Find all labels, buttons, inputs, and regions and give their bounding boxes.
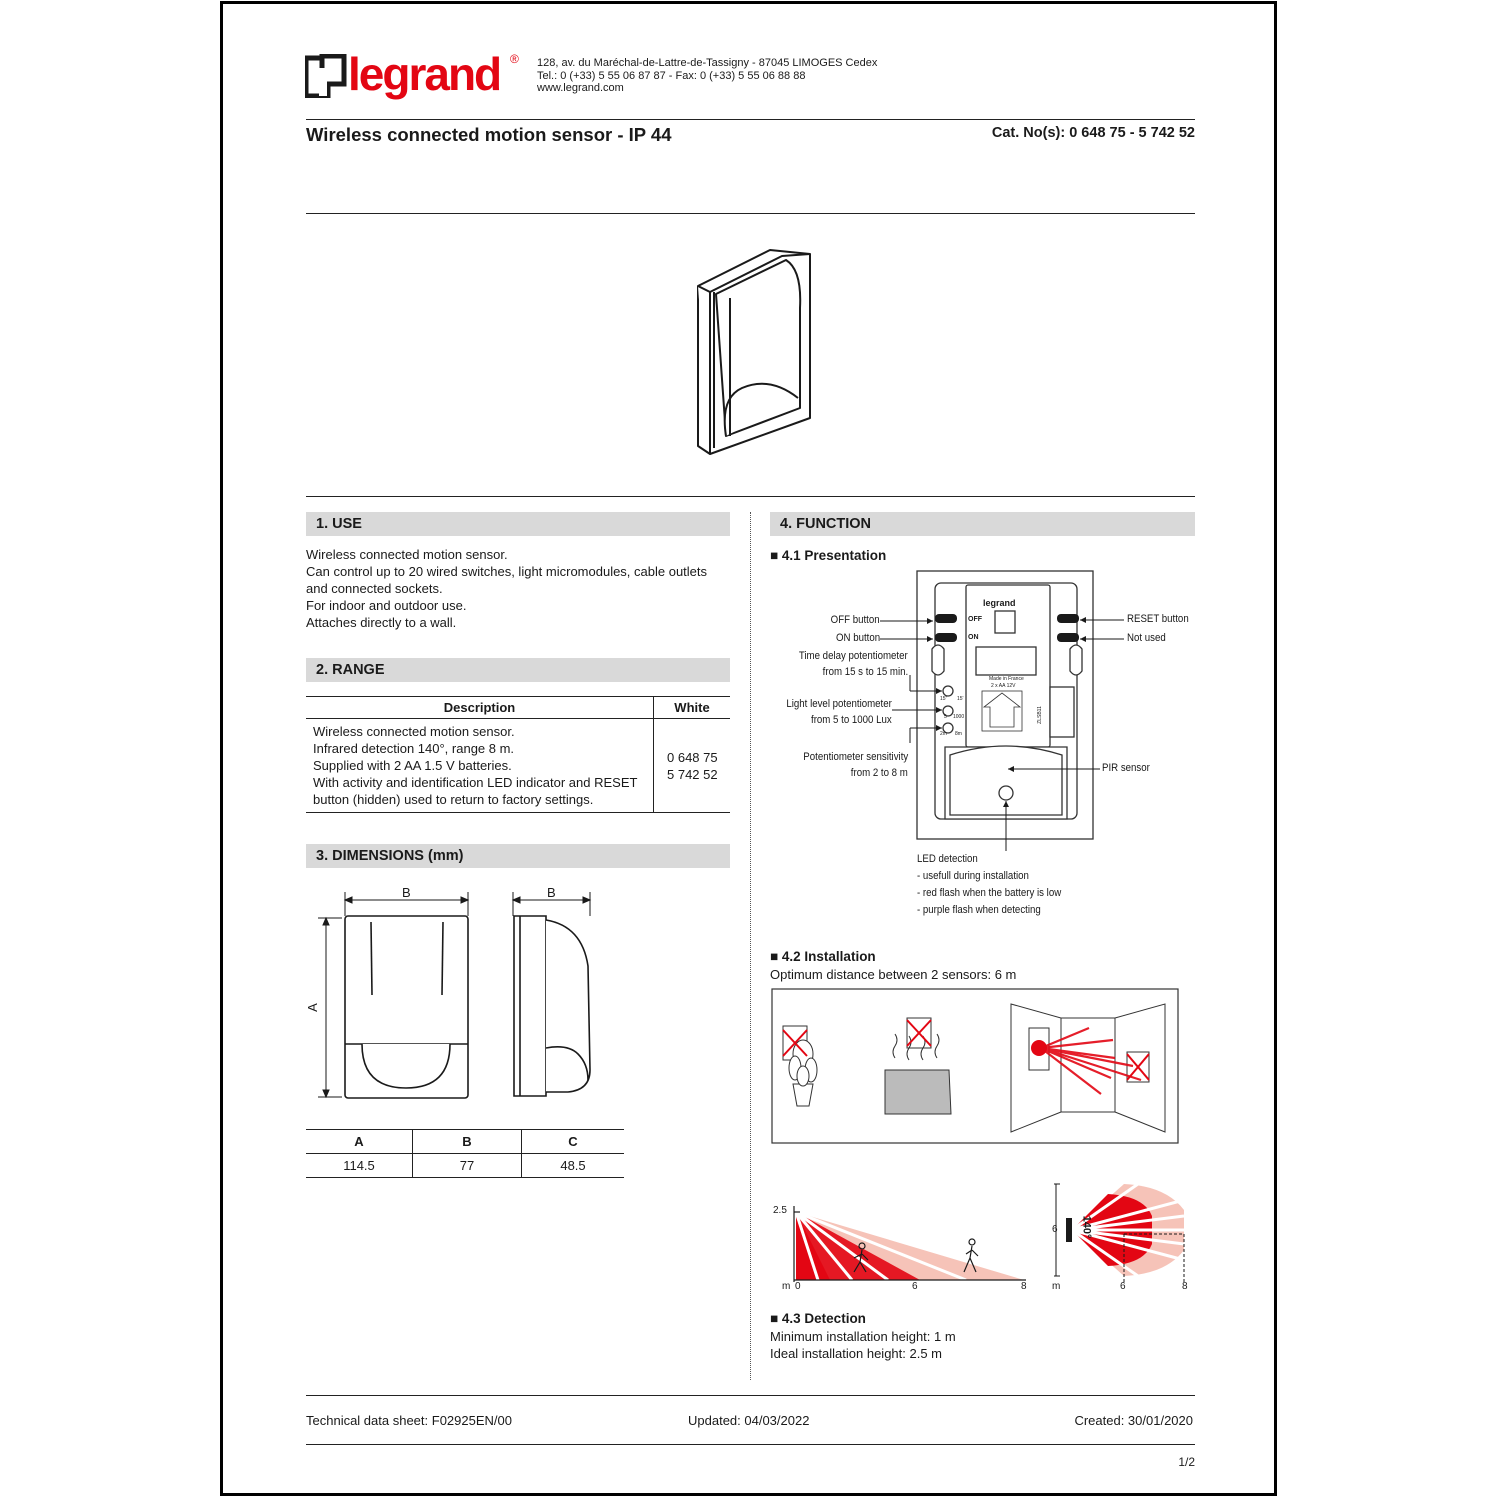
range-refs-cell bbox=[654, 719, 731, 813]
dim-value-b: 77 bbox=[413, 1154, 522, 1178]
side-detection-diagram bbox=[770, 1196, 1040, 1296]
description-line: button (hidden) used to return to factory settings. bbox=[313, 792, 594, 807]
installation-heading: ■ 4.2 Installation bbox=[770, 949, 876, 964]
installation-text: Optimum distance between 2 sensors: 6 m bbox=[770, 967, 1017, 982]
phone-line: Tel.: 0 (+33) 5 55 06 87 87 - Fax: 0 (+33) 5 55 06 88 88 bbox=[537, 69, 806, 82]
description-line: Wireless connected motion sensor. bbox=[313, 724, 515, 739]
top-detection-diagram bbox=[1048, 1180, 1190, 1284]
detection-heading-text: 4.3 Detection bbox=[781, 1311, 866, 1326]
device-off-mark: OFF bbox=[968, 616, 982, 623]
dim-value-c: 48.5 bbox=[560, 1158, 586, 1173]
installation-heading-text: 4.2 Installation bbox=[781, 949, 876, 964]
legrand-logo-mark bbox=[305, 54, 347, 98]
detection-line: Minimum installation height: 1 m bbox=[770, 1329, 956, 1344]
page-title: Wireless connected motion sensor - IP 44 bbox=[306, 124, 672, 145]
pot-mid-max: 1000 bbox=[953, 714, 965, 720]
presentation-heading: ■ 4.1 Presentation bbox=[770, 548, 887, 563]
catalog-ref: 0 648 75 bbox=[667, 749, 718, 765]
device-logo: legrand bbox=[983, 598, 1016, 608]
dim-col-b: B bbox=[413, 1130, 522, 1154]
detection-line: Ideal installation height: 2.5 m bbox=[770, 1346, 942, 1361]
company-address bbox=[537, 57, 877, 95]
pot-top-min: 15" bbox=[940, 696, 948, 702]
top-height-label: 6 bbox=[1052, 1224, 1058, 1235]
label-off-button: OFF button bbox=[831, 614, 880, 626]
page-number: 1/2 bbox=[1178, 1455, 1195, 1469]
footer-created: Created: 30/01/2020 bbox=[1074, 1413, 1193, 1428]
section-range-heading: 2. RANGE bbox=[306, 658, 730, 682]
label-sensitivity-range: from 2 to 8 m bbox=[850, 767, 908, 779]
led-line: - usefull during installation bbox=[917, 870, 1029, 882]
footer-sheet-ref: Technical data sheet: F02925EN/00 bbox=[306, 1413, 512, 1428]
led-line: LED detection bbox=[917, 853, 978, 865]
led-line: - red flash when the battery is low bbox=[917, 887, 1062, 899]
label-pir-sensor: PIR sensor bbox=[1102, 762, 1150, 774]
dim-col-c: C bbox=[568, 1134, 578, 1149]
dim-label-b-front: B bbox=[402, 885, 411, 900]
pot-bot-min: 2m bbox=[940, 731, 947, 737]
dimensions-table bbox=[306, 1129, 624, 1178]
detection-text bbox=[770, 1328, 956, 1362]
description-line: With activity and identification LED indicator and RESET bbox=[313, 775, 638, 790]
range-description-cell bbox=[306, 719, 654, 813]
label-sensitivity: Potentiometer sensitivity bbox=[803, 751, 908, 763]
pot-top-max: 15' bbox=[957, 696, 964, 702]
registered-mark: ® bbox=[510, 52, 519, 66]
side-tick-0: 0 bbox=[795, 1281, 801, 1292]
footer-updated: Updated: 04/03/2022 bbox=[688, 1413, 810, 1428]
column-separator bbox=[750, 512, 751, 1380]
use-line: and connected sockets. bbox=[306, 581, 443, 596]
device-on-mark: ON bbox=[968, 634, 979, 641]
table-row bbox=[306, 719, 730, 813]
led-line: - purple flash when detecting bbox=[917, 904, 1041, 916]
dim-label-a: A bbox=[304, 1003, 320, 1012]
catalog-ref: 5 742 52 bbox=[667, 766, 718, 782]
table-row bbox=[306, 1154, 624, 1178]
divider bbox=[306, 1395, 1195, 1396]
label-not-used: Not used bbox=[1127, 632, 1166, 644]
top-tick-6: 6 bbox=[1120, 1281, 1126, 1292]
top-tick-8: 8 bbox=[1182, 1281, 1188, 1292]
section-dimensions-heading: 3. DIMENSIONS (mm) bbox=[306, 844, 730, 868]
website-line: www.legrand.com bbox=[537, 82, 624, 94]
dimensions-drawing bbox=[306, 880, 606, 1105]
brand-wordmark: legrand bbox=[348, 48, 501, 100]
sensor-product-illustration bbox=[690, 248, 818, 460]
label-light-level: Light level potentiometer bbox=[786, 698, 892, 710]
range-col-description: Description bbox=[306, 697, 654, 719]
range-table bbox=[306, 696, 730, 813]
dim-label-b-side: B bbox=[547, 885, 556, 900]
divider bbox=[306, 213, 1195, 214]
device-battery: 2 x AA 12V bbox=[991, 683, 1016, 689]
description-line: Supplied with 2 AA 1.5 V batteries. bbox=[313, 758, 512, 773]
section-use-heading: 1. USE bbox=[306, 512, 730, 536]
divider bbox=[306, 496, 1195, 497]
pot-bot-max: 8m bbox=[955, 731, 962, 737]
side-tick-8: 8 bbox=[1021, 1281, 1027, 1292]
divider bbox=[306, 119, 1195, 120]
range-col-white: White bbox=[674, 700, 710, 715]
presentation-heading-text: 4.1 Presentation bbox=[781, 548, 887, 563]
device-side-code: ZLSB11 bbox=[1036, 706, 1043, 724]
label-reset-button: RESET button bbox=[1127, 613, 1189, 625]
use-line: Wireless connected motion sensor. bbox=[306, 547, 508, 562]
label-on-button: ON button bbox=[835, 632, 880, 644]
dim-value-a: 114.5 bbox=[306, 1154, 413, 1178]
catalog-number: Cat. No(s): 0 648 75 - 5 742 52 bbox=[991, 125, 1195, 141]
label-light-level-range: from 5 to 1000 Lux bbox=[811, 714, 892, 726]
section-function-heading: 4. FUNCTION bbox=[770, 512, 1195, 536]
address-line: 128, av. du Maréchal-de-Lattre-de-Tassigny - 87045 LIMOGES Cedex bbox=[537, 57, 878, 69]
label-time-delay: Time delay potentiometer bbox=[799, 650, 908, 662]
side-tick-6: 6 bbox=[912, 1281, 918, 1292]
device-made-in: Made in France bbox=[989, 676, 1024, 682]
top-axis-unit: m bbox=[1052, 1281, 1061, 1292]
pot-mid-min: 5 bbox=[944, 714, 947, 720]
dim-col-a: A bbox=[306, 1130, 413, 1154]
use-text bbox=[306, 546, 746, 631]
use-line: For indoor and outdoor use. bbox=[306, 598, 467, 613]
side-axis-unit: m bbox=[782, 1281, 791, 1292]
use-line: Attaches directly to a wall. bbox=[306, 615, 457, 630]
detection-heading: ■ 4.3 Detection bbox=[770, 1311, 866, 1326]
divider bbox=[306, 1444, 1195, 1445]
side-height-label: 2.5 bbox=[773, 1205, 787, 1216]
top-angle-label: 140° bbox=[1080, 1215, 1093, 1239]
label-time-delay-range: from 15 s to 15 min. bbox=[822, 666, 908, 678]
description-line: Infrared detection 140°, range 8 m. bbox=[313, 741, 515, 756]
installation-diagram bbox=[771, 988, 1179, 1144]
use-line: Can control up to 20 wired switches, light micromodules, cable outlets bbox=[306, 564, 708, 579]
